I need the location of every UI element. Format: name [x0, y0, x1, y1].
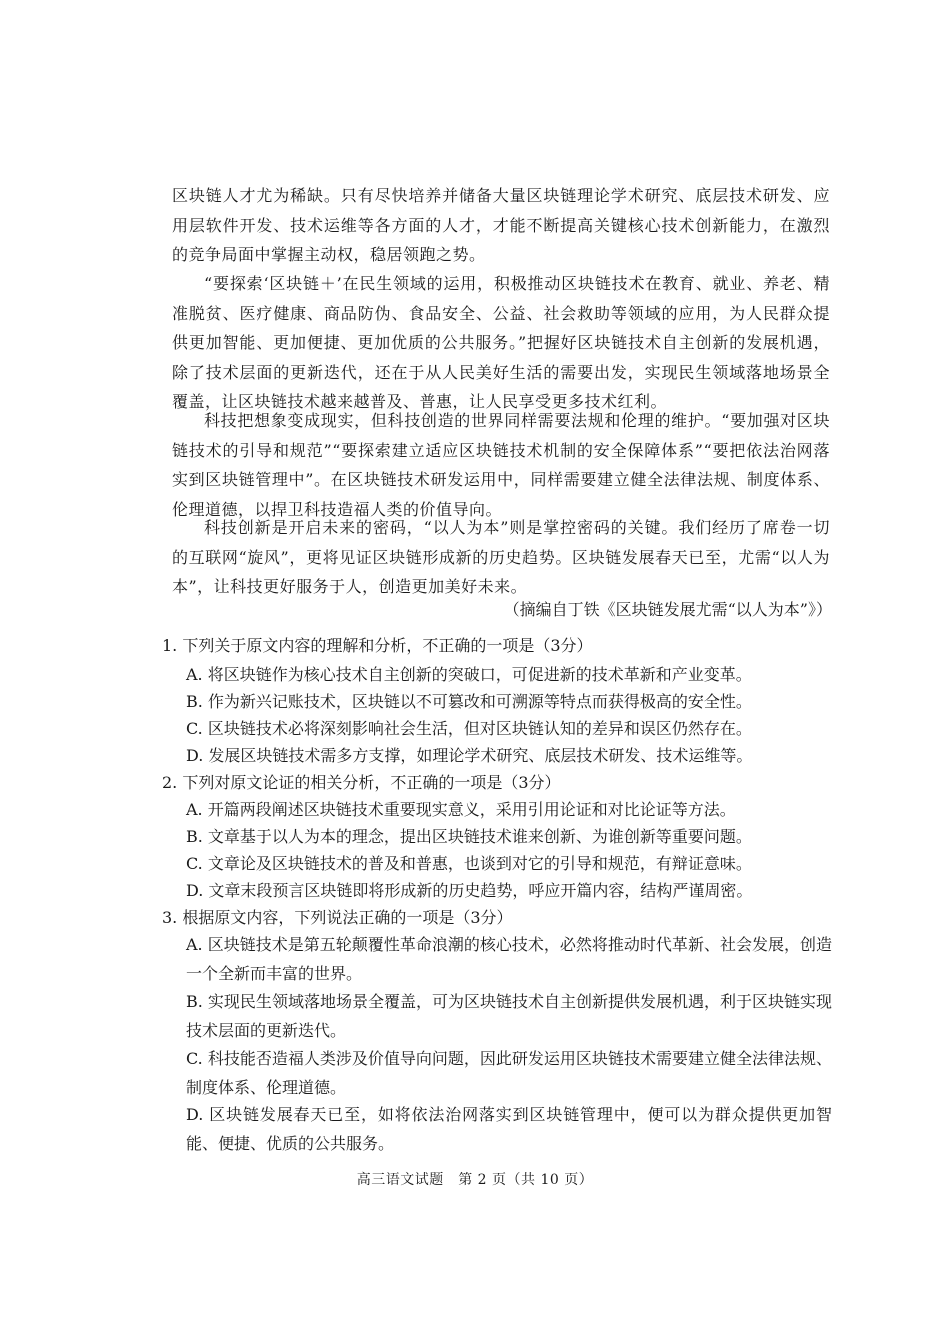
question-1-stem: 1. 下列关于原文内容的理解和分析，不正确的一项是（3分） — [162, 636, 593, 655]
question-2-option-c: C. 文章论及区块链技术的普及和普惠，也谈到对它的引导和规范，有辩证意味。 — [186, 854, 752, 873]
passage-source: （摘编自丁铁《区块链发展尤需“以人为本”》） — [503, 600, 832, 619]
passage-paragraph-4: 科技创新是开启未来的密码，“以人为本”则是掌控密码的关键。我们经历了席卷一切的互联网“旋风”，更将见证区块链形成新的历史趋势。区块链发展春天已至，尤需“以人为本”，让科技更好服务于人，创造更加美好未来。 — [172, 518, 830, 596]
question-1-option-b: B. 作为新兴记账技术，区块链以不可篡改和可溯源等特点而获得极高的安全性。 — [186, 692, 752, 711]
question-2-option-d: D. 文章末段预言区块链即将形成新的历史趋势，呼应开篇内容，结构严谨周密。 — [186, 881, 753, 900]
question-3-option-b: B. 实现民生领域落地场景全覆盖，可为区块链技术自主创新提供发展机遇，利于区块链实现技术层面的更新迭代。 — [186, 992, 832, 1040]
question-2-option-a: A. 开篇两段阐述区块链技术重要现实意义，采用引用论证和对比论证等方法。 — [186, 800, 736, 819]
question-3-option-d: D. 区块链发展春天已至，如将依法治网落实到区块链管理中，便可以为群众提供更加智能、便捷、优质的公共服务。 — [186, 1105, 832, 1153]
question-1-option-c: C. 区块链技术必将深刻影响社会生活，但对区块链认知的差异和误区仍然存在。 — [186, 719, 752, 738]
passage-paragraph-1: 区块链人才尤为稀缺。只有尽快培养并储备大量区块链理论学术研究、底层技术研发、应用层软件开发、技术运维等各方面的人才，才能不断提高关键核心技术创新能力，在激烈的竞争局面中掌握主动权，稳居领跑之势。 — [172, 186, 830, 264]
question-1-option-a: A. 将区块链作为核心技术自主创新的突破口，可促进新的技术革新和产业变革。 — [186, 665, 752, 684]
question-2-stem: 2. 下列对原文论证的相关分析，不正确的一项是（3分） — [162, 773, 561, 792]
question-3-option-c: C. 科技能否造福人类涉及价值导向问题，因此研发运用区块链技术需要建立健全法律法规、制度体系、伦理道德。 — [186, 1049, 832, 1097]
question-3-option-a: A. 区块链技术是第五轮颠覆性革命浪潮的核心技术，必然将推动时代革新、社会发展，创造一个全新而丰富的世界。 — [186, 935, 832, 983]
passage-paragraph-2: “要探索‘区块链＋’在民生领域的运用，积极推动区块链技术在教育、就业、养老、精准脱贫、医疗健康、商品防伪、食品安全、公益、社会救助等领域的应用，为人民群众提供更加智能、更加便捷、更加优质的公共服务。”把握好区块链技术自主创新的发展机遇，除了技术层面的更新迭代，还在于从人民美好生活的需要出发，实现民生领域落地场景全覆盖，让区块链技术越来越普及、普惠，让人民享受更多技术红利。 — [172, 274, 830, 411]
passage-paragraph-3: 科技把想象变成现实，但科技创造的世界同样需要法规和伦理的维护。“要加强对区块链技术的引导和规范”“要探索建立适应区块链技术机制的安全保障体系”“要把依法治网落实到区块链管理中”。在区块链技术研发运用中，同样需要建立健全法律法规、制度体系、伦理道德，以捍卫科技造福人类的价值导向。 — [172, 411, 830, 519]
page-footer: 高三语文试题 第 2 页（共 10 页） — [356, 1172, 594, 1188]
question-1-option-d: D. 发展区块链技术需多方支撑，如理论学术研究、底层技术研发、技术运维等。 — [186, 746, 753, 765]
question-2-option-b: B. 文章基于以人为本的理念，提出区块链技术谁来创新、为谁创新等重要问题。 — [186, 827, 752, 846]
question-3-stem: 3. 根据原文内容，下列说法正确的一项是（3分） — [162, 908, 513, 927]
